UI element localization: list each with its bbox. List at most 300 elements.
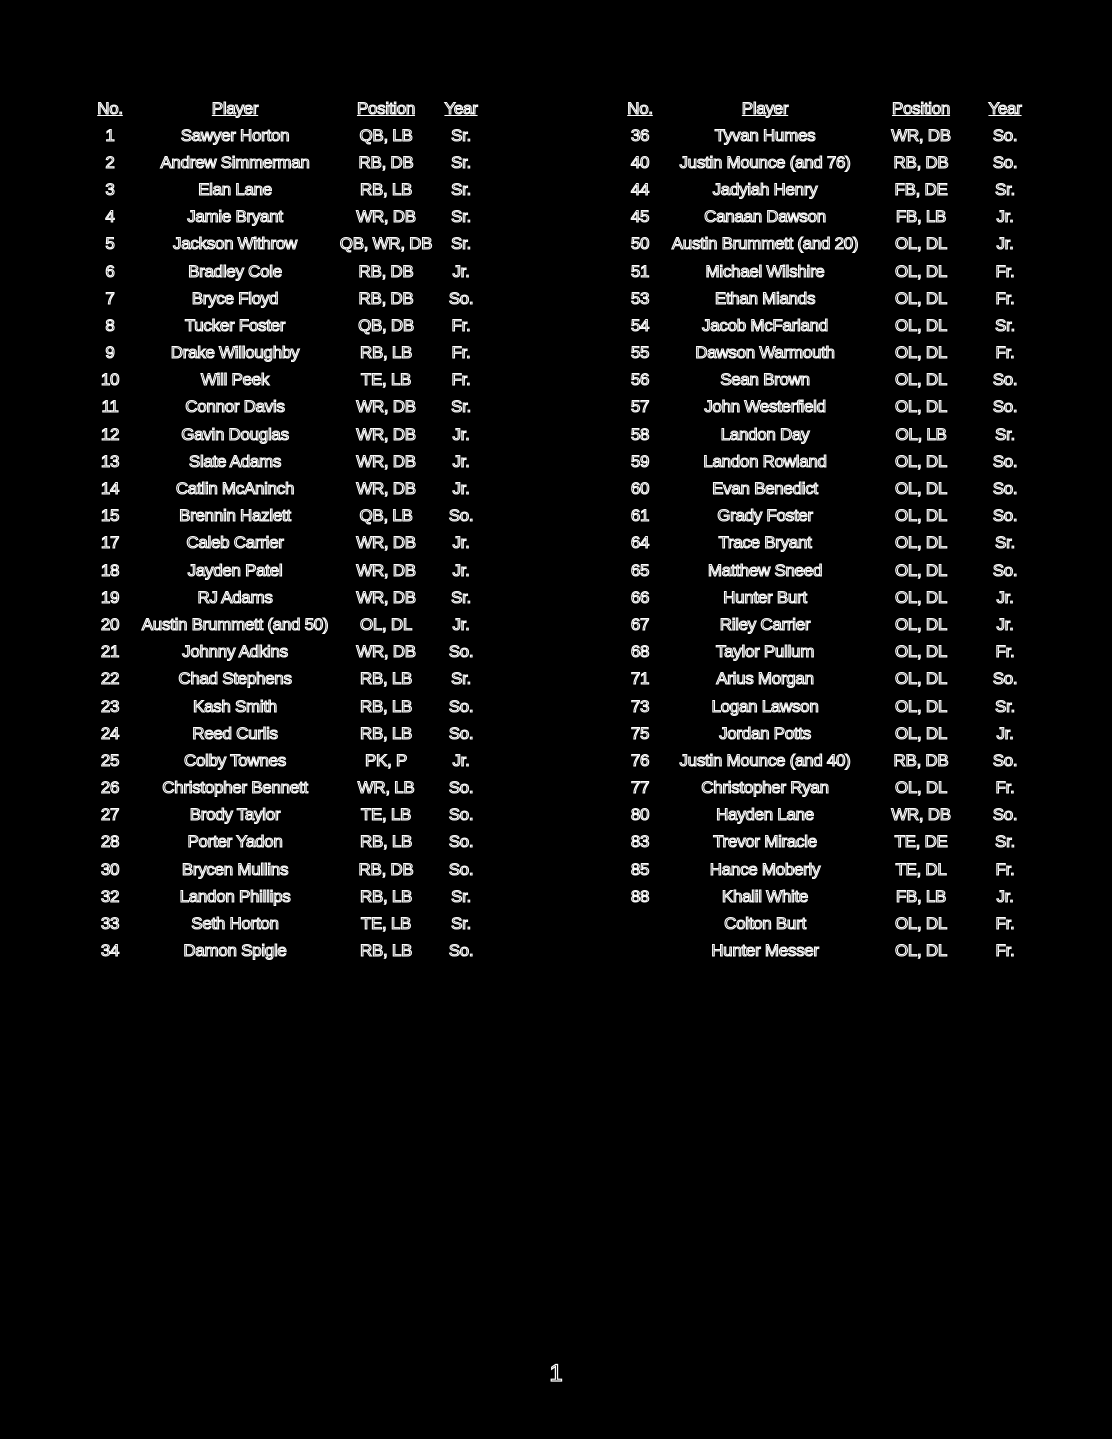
header-player: Player — [211, 99, 259, 118]
player-position: WR, DB — [891, 125, 951, 145]
player-name: Michael Wilshire — [705, 261, 825, 281]
player-number: 40 — [630, 152, 650, 172]
player-number: 18 — [100, 560, 120, 580]
player-year: So. — [992, 370, 1018, 390]
player-number: 9 — [105, 343, 115, 363]
player-year: So. — [448, 805, 474, 825]
player-year: Jr. — [452, 261, 470, 281]
header-player: Player — [741, 99, 789, 118]
player-number: 45 — [630, 207, 650, 227]
player-year: Jr. — [452, 614, 470, 634]
player-position: OL, DL — [894, 696, 948, 716]
player-position: OL, DL — [359, 614, 413, 634]
player-name: Colton Burt — [724, 914, 806, 934]
player-number: 4 — [105, 207, 115, 227]
player-number: 67 — [630, 614, 650, 634]
table-row — [618, 910, 1036, 937]
table-row — [88, 149, 488, 176]
player-name: Colby Townes — [184, 750, 286, 770]
player-name: Khalil White — [721, 886, 809, 906]
table-row — [88, 938, 488, 965]
player-position: OL, DL — [894, 234, 948, 254]
player-year: Jr. — [996, 234, 1014, 254]
player-year: Jr. — [996, 886, 1014, 906]
player-name: Christopher Ryan — [701, 778, 829, 798]
player-position: RB, DB — [893, 152, 949, 172]
player-position: OL, DL — [894, 941, 948, 961]
player-position: PK, P — [365, 750, 407, 770]
player-position: WR, DB — [356, 533, 416, 553]
player-position: OL, DL — [894, 261, 948, 281]
table-row — [88, 910, 488, 937]
player-position: RB, LB — [359, 886, 413, 906]
player-position: OL, DL — [894, 315, 948, 335]
player-year: Sr. — [451, 179, 471, 199]
player-name: Brody Taylor — [189, 805, 281, 825]
player-year: So. — [448, 941, 474, 961]
player-name: Elan Lane — [198, 179, 272, 199]
player-name: Seth Horton — [191, 914, 279, 934]
player-position: QB, LB — [359, 506, 413, 526]
player-number: 7 — [105, 288, 115, 308]
player-name: Connor Davis — [185, 397, 285, 417]
player-year: So. — [448, 642, 474, 662]
player-number: 27 — [100, 805, 120, 825]
player-number: 66 — [630, 587, 650, 607]
player-name: Taylor Pullum — [715, 642, 815, 662]
player-number: 2 — [105, 152, 115, 172]
table-row — [618, 285, 1036, 312]
player-year: Sr. — [451, 669, 471, 689]
table-row — [88, 639, 488, 666]
header-position: Position — [891, 99, 951, 118]
player-position: OL, DL — [894, 914, 948, 934]
player-number: 59 — [630, 451, 650, 471]
player-year: Sr. — [995, 533, 1015, 553]
player-name: Jacob McFarland — [702, 315, 828, 335]
player-position: WR, DB — [356, 451, 416, 471]
player-position: WR, LB — [357, 778, 415, 798]
player-name: Jordan Potts — [719, 723, 811, 743]
player-number: 19 — [100, 587, 120, 607]
player-number: 25 — [100, 750, 120, 770]
player-position: OL, DL — [894, 778, 948, 798]
player-position: OL, DL — [894, 506, 948, 526]
player-position: RB, LB — [359, 343, 413, 363]
player-name: Canaan Dawson — [704, 207, 826, 227]
player-name: Jamie Bryant — [187, 207, 283, 227]
player-position: OL, DL — [894, 642, 948, 662]
player-position: RB, LB — [359, 832, 413, 852]
player-name: Justin Mounce (and 40) — [679, 750, 851, 770]
player-year: Fr. — [451, 315, 471, 335]
table-row — [88, 883, 488, 910]
player-year: So. — [992, 750, 1018, 770]
header-year: Year — [988, 99, 1022, 118]
player-number: 5 — [105, 234, 115, 254]
player-name: Kash Smith — [193, 696, 277, 716]
player-year: Sr. — [451, 125, 471, 145]
player-position: RB, LB — [359, 696, 413, 716]
player-name: Slate Adams — [188, 451, 282, 471]
table-row — [88, 394, 488, 421]
player-name: Hunter Messer — [711, 941, 819, 961]
player-number: 58 — [630, 424, 650, 444]
player-number: 76 — [630, 750, 650, 770]
player-position: RB, LB — [359, 669, 413, 689]
player-number: 85 — [630, 859, 650, 879]
player-position: WR, DB — [356, 207, 416, 227]
player-name: Sawyer Horton — [180, 125, 290, 145]
player-position: OL, DL — [894, 288, 948, 308]
header-row — [618, 96, 1036, 122]
player-name: Landon Rowland — [703, 451, 827, 471]
player-name: Trevor Miracle — [713, 832, 817, 852]
player-year: Sr. — [995, 315, 1015, 335]
player-name: RJ Adams — [197, 587, 273, 607]
player-number: 26 — [100, 778, 120, 798]
player-number: 20 — [100, 614, 120, 634]
player-name: Ethan Miands — [714, 288, 816, 308]
header-position: Position — [356, 99, 416, 118]
player-position: QB, DB — [358, 315, 414, 335]
player-position: OL, DL — [894, 587, 948, 607]
player-year: Fr. — [995, 941, 1015, 961]
player-number: 3 — [105, 179, 115, 199]
player-year: So. — [992, 805, 1018, 825]
player-year: So. — [992, 669, 1018, 689]
player-number: 88 — [630, 886, 650, 906]
player-position: TE, DL — [895, 859, 947, 879]
table-row — [618, 720, 1036, 747]
table-row — [618, 693, 1036, 720]
player-year: Jr. — [452, 560, 470, 580]
table-row — [618, 258, 1036, 285]
player-number: 71 — [630, 669, 650, 689]
player-year: So. — [992, 125, 1018, 145]
player-number: 77 — [630, 778, 650, 798]
player-name: Austin Brummett (and 50) — [141, 614, 329, 634]
player-name: Drake Willoughby — [170, 343, 300, 363]
player-year: Jr. — [996, 587, 1014, 607]
player-name: Chad Stephens — [178, 669, 292, 689]
player-year: Sr. — [451, 397, 471, 417]
table-row — [618, 829, 1036, 856]
player-year: Fr. — [995, 914, 1015, 934]
player-number: 60 — [630, 479, 650, 499]
table-row — [618, 666, 1036, 693]
player-name: Will Peek — [200, 370, 270, 390]
player-name: Matthew Sneed — [707, 560, 823, 580]
player-year: Sr. — [451, 207, 471, 227]
table-row — [88, 802, 488, 829]
player-position: TE, LB — [360, 370, 412, 390]
player-year: Jr. — [996, 723, 1014, 743]
player-name: Justin Mounce (and 76) — [679, 152, 851, 172]
player-number: 51 — [630, 261, 650, 281]
table-row — [88, 503, 488, 530]
player-year: So. — [992, 560, 1018, 580]
table-row — [88, 285, 488, 312]
player-number — [618, 938, 662, 965]
player-number: 73 — [630, 696, 650, 716]
player-number: 44 — [630, 179, 650, 199]
table-row — [618, 747, 1036, 774]
player-year: Fr. — [995, 288, 1015, 308]
table-row — [88, 856, 488, 883]
table-row — [618, 312, 1036, 339]
player-year: So. — [448, 778, 474, 798]
player-year: Fr. — [995, 859, 1015, 879]
table-row — [618, 802, 1036, 829]
table-row — [88, 176, 488, 203]
player-position: WR, DB — [356, 642, 416, 662]
table-row — [88, 666, 488, 693]
player-year: So. — [448, 696, 474, 716]
table-row — [88, 611, 488, 638]
player-year: So. — [448, 723, 474, 743]
player-number: 54 — [630, 315, 650, 335]
table-row — [618, 421, 1036, 448]
player-number: 68 — [630, 642, 650, 662]
player-name: Landon Phillips — [179, 886, 291, 906]
player-year: So. — [992, 451, 1018, 471]
player-name: Damon Spigle — [183, 941, 287, 961]
player-position: OL, DL — [894, 479, 948, 499]
roster-table-left — [88, 96, 488, 965]
player-year: Sr. — [995, 696, 1015, 716]
player-name: Hunter Burt — [723, 587, 807, 607]
player-position: OL, DL — [894, 343, 948, 363]
player-position: WR, DB — [356, 479, 416, 499]
player-name: Tucker Foster — [184, 315, 286, 335]
player-year: Sr. — [451, 914, 471, 934]
player-year: Sr. — [995, 832, 1015, 852]
player-position: WR, DB — [356, 560, 416, 580]
player-name: Reed Curlis — [192, 723, 278, 743]
header-year: Year — [444, 99, 478, 118]
table-row — [88, 747, 488, 774]
player-name: Christopher Bennett — [162, 778, 308, 798]
player-year: Fr. — [451, 343, 471, 363]
player-name: Arius Morgan — [716, 669, 814, 689]
player-number: 61 — [630, 506, 650, 526]
player-position: RB, DB — [358, 152, 414, 172]
player-number: 12 — [100, 424, 120, 444]
table-row — [88, 122, 488, 149]
table-row — [618, 475, 1036, 502]
player-number: 28 — [100, 832, 120, 852]
table-row — [618, 176, 1036, 203]
table-row — [88, 829, 488, 856]
player-year: Sr. — [451, 152, 471, 172]
player-number: 56 — [630, 370, 650, 390]
player-name: Andrew Simmerman — [160, 152, 310, 172]
header-no: No. — [97, 99, 123, 118]
table-row — [618, 122, 1036, 149]
player-name: Catlin McAninch — [175, 479, 295, 499]
player-name: Evan Benedict — [712, 479, 818, 499]
player-name: Caleb Carrier — [186, 533, 284, 553]
player-year: So. — [448, 288, 474, 308]
table-row — [88, 475, 488, 502]
player-position: WR, DB — [891, 805, 951, 825]
player-name: Tyvan Humes — [714, 125, 816, 145]
table-row — [618, 584, 1036, 611]
player-year: Jr. — [452, 479, 470, 499]
player-position: QB, WR, DB — [339, 234, 433, 254]
page-number: 1 — [549, 1360, 563, 1387]
player-name: Brycen Mullins — [181, 859, 289, 879]
table-row — [618, 340, 1036, 367]
table-row — [618, 775, 1036, 802]
player-year: Sr. — [995, 179, 1015, 199]
player-position: FB, LB — [895, 886, 947, 906]
player-year: Jr. — [452, 533, 470, 553]
player-year: So. — [992, 152, 1018, 172]
player-name: Brennin Hazlett — [179, 506, 291, 526]
table-row — [618, 503, 1036, 530]
player-position: OL, DL — [894, 669, 948, 689]
table-row — [618, 611, 1036, 638]
player-year: Sr. — [451, 587, 471, 607]
player-number: 32 — [100, 886, 120, 906]
player-position: OL, DL — [894, 533, 948, 553]
player-position: OL, DL — [894, 614, 948, 634]
player-position: RB, LB — [359, 941, 413, 961]
player-name: Bradley Cole — [188, 261, 282, 281]
player-number: 34 — [100, 941, 120, 961]
player-year: So. — [448, 832, 474, 852]
player-number: 13 — [100, 451, 120, 471]
player-year: Jr. — [452, 451, 470, 471]
player-year: Sr. — [995, 424, 1015, 444]
player-year: So. — [992, 397, 1018, 417]
player-position: RB, DB — [358, 261, 414, 281]
player-number: 11 — [101, 397, 119, 417]
player-number: 36 — [630, 125, 650, 145]
header-no: No. — [627, 99, 653, 118]
player-name: Dawson Warmouth — [695, 343, 835, 363]
player-position: RB, LB — [359, 179, 413, 199]
player-number: 30 — [100, 859, 120, 879]
player-number: 75 — [630, 723, 650, 743]
table-row — [618, 530, 1036, 557]
table-row — [88, 584, 488, 611]
player-position: OL, DL — [894, 451, 948, 471]
player-year: So. — [448, 859, 474, 879]
player-number: 21 — [100, 642, 120, 662]
player-name: Jackson Withrow — [173, 234, 297, 254]
player-name: Porter Yadon — [187, 832, 283, 852]
player-number: 80 — [630, 805, 650, 825]
player-year: Fr. — [995, 778, 1015, 798]
table-row — [88, 204, 488, 231]
player-number: 6 — [105, 261, 115, 281]
player-year: Sr. — [451, 886, 471, 906]
roster-body-right — [618, 122, 1036, 965]
roster-body-left — [88, 122, 488, 965]
player-number: 64 — [630, 533, 650, 553]
player-number: 83 — [630, 832, 650, 852]
player-year: Fr. — [995, 642, 1015, 662]
player-position: WR, DB — [356, 587, 416, 607]
player-number: 22 — [100, 669, 120, 689]
player-name: Landon Day — [720, 424, 810, 444]
player-position: FB, LB — [895, 207, 947, 227]
player-year: Jr. — [996, 614, 1014, 634]
table-row — [88, 557, 488, 584]
player-name: Sean Brown — [720, 370, 810, 390]
player-name: Jadyiah Henry — [712, 179, 818, 199]
player-number: 8 — [105, 315, 115, 335]
player-number: 17 — [100, 533, 120, 553]
player-number: 57 — [630, 397, 650, 417]
player-number: 53 — [630, 288, 650, 308]
table-row — [88, 312, 488, 339]
player-name: Trace Bryant — [718, 533, 812, 553]
table-row — [88, 367, 488, 394]
player-number: 65 — [630, 560, 650, 580]
player-name: Johnny Adkins — [182, 642, 288, 662]
player-position: QB, LB — [359, 125, 413, 145]
table-row — [88, 693, 488, 720]
table-row — [618, 204, 1036, 231]
table-row — [618, 367, 1036, 394]
table-row — [88, 530, 488, 557]
table-row — [618, 856, 1036, 883]
table-row — [88, 421, 488, 448]
player-name: Austin Brummett (and 20) — [671, 234, 859, 254]
player-number: 10 — [100, 370, 120, 390]
player-position: RB, LB — [359, 723, 413, 743]
player-year: So. — [448, 506, 474, 526]
player-year: Fr. — [995, 343, 1015, 363]
player-name: John Westerfield — [704, 397, 826, 417]
table-row — [618, 639, 1036, 666]
table-row — [618, 938, 1036, 965]
player-number: 50 — [630, 234, 650, 254]
player-year: So. — [992, 506, 1018, 526]
player-name: Riley Carrier — [719, 614, 811, 634]
player-number: 15 — [100, 506, 120, 526]
player-position: TE, DE — [894, 832, 948, 852]
player-year: Fr. — [995, 261, 1015, 281]
player-position: OL, DL — [894, 560, 948, 580]
table-row — [88, 720, 488, 747]
player-position: TE, LB — [360, 805, 412, 825]
player-year: Jr. — [452, 424, 470, 444]
table-row — [88, 258, 488, 285]
table-row — [618, 883, 1036, 910]
player-position: RB, DB — [893, 750, 949, 770]
table-row — [618, 394, 1036, 421]
player-year: Fr. — [451, 370, 471, 390]
player-name: Gavin Douglas — [181, 424, 289, 444]
table-row — [618, 231, 1036, 258]
player-position: OL, LB — [895, 424, 947, 444]
player-number: 55 — [630, 343, 650, 363]
table-row — [88, 340, 488, 367]
player-name: Hance Moberly — [709, 859, 821, 879]
player-position: OL, DL — [894, 723, 948, 743]
player-position: OL, DL — [894, 397, 948, 417]
player-number: 24 — [100, 723, 120, 743]
player-name: Logan Lawson — [711, 696, 819, 716]
player-number: 23 — [100, 696, 120, 716]
player-position: WR, DB — [356, 424, 416, 444]
player-position: TE, LB — [360, 914, 412, 934]
